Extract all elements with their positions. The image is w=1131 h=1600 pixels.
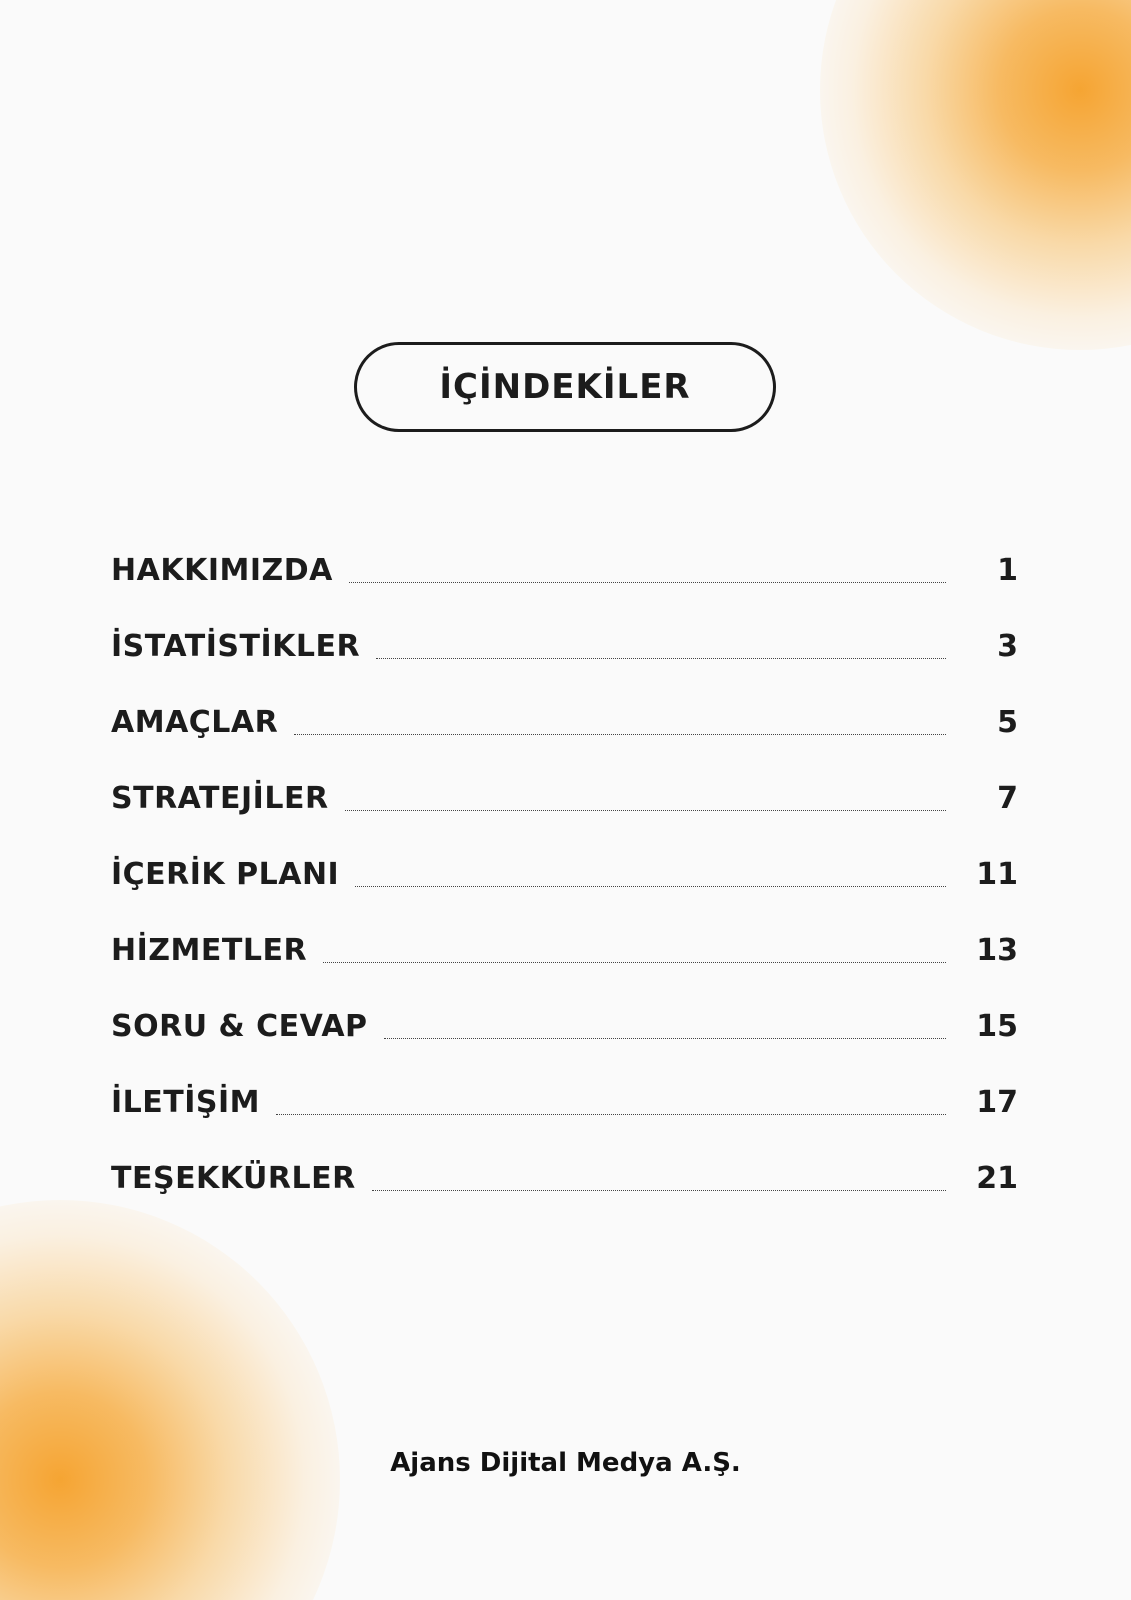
toc-entry-label: SORU & CEVAP — [111, 1009, 368, 1044]
toc-entry[interactable] — [111, 515, 1018, 591]
toc-entry-page-number: 13 — [976, 933, 1018, 968]
page-title: İÇİNDEKİLER — [439, 367, 691, 407]
dotted-leader — [345, 810, 946, 811]
table-of-contents — [111, 515, 1018, 1199]
title-pill — [354, 342, 776, 432]
toc-entry-label: İÇERİK PLANI — [111, 857, 340, 892]
toc-entry[interactable] — [111, 743, 1018, 819]
dotted-leader — [372, 1190, 946, 1191]
toc-entry[interactable] — [111, 819, 1018, 895]
toc-entry-label: İLETİŞİM — [111, 1085, 261, 1120]
toc-entry[interactable] — [111, 1123, 1018, 1199]
toc-entry-page-number: 5 — [997, 705, 1018, 740]
dotted-leader — [384, 1038, 946, 1039]
toc-entry-label: AMAÇLAR — [111, 705, 279, 740]
toc-entry-page-number: 1 — [997, 553, 1018, 588]
dotted-leader — [376, 658, 946, 659]
toc-entry-page-number: 15 — [976, 1009, 1018, 1044]
dotted-leader — [355, 886, 946, 887]
toc-entry-label: HAKKIMIZDA — [111, 553, 333, 588]
dotted-leader — [349, 582, 946, 583]
toc-entry-page-number: 21 — [976, 1161, 1018, 1196]
orange-glow-decoration — [0, 1200, 340, 1600]
toc-entry[interactable] — [111, 971, 1018, 1047]
orange-glow-decoration — [820, 0, 1131, 350]
dotted-leader — [323, 962, 946, 963]
toc-entry-page-number: 3 — [997, 629, 1018, 664]
toc-entry-label: HİZMETLER — [111, 933, 308, 968]
toc-entry[interactable] — [111, 895, 1018, 971]
toc-entry-label: İSTATİSTİKLER — [111, 629, 361, 664]
dotted-leader — [294, 734, 946, 735]
toc-entry[interactable] — [111, 667, 1018, 743]
toc-entry[interactable] — [111, 591, 1018, 667]
toc-entry[interactable] — [111, 1047, 1018, 1123]
dotted-leader — [276, 1114, 946, 1115]
company-name-footer: Ajans Dijital Medya A.Ş. — [390, 1448, 741, 1478]
toc-entry-page-number: 7 — [997, 781, 1018, 816]
toc-entry-label: TEŞEKKÜRLER — [111, 1161, 356, 1196]
toc-entry-label: STRATEJİLER — [111, 781, 329, 816]
toc-entry-page-number: 11 — [976, 857, 1018, 892]
toc-entry-page-number: 17 — [976, 1085, 1018, 1120]
